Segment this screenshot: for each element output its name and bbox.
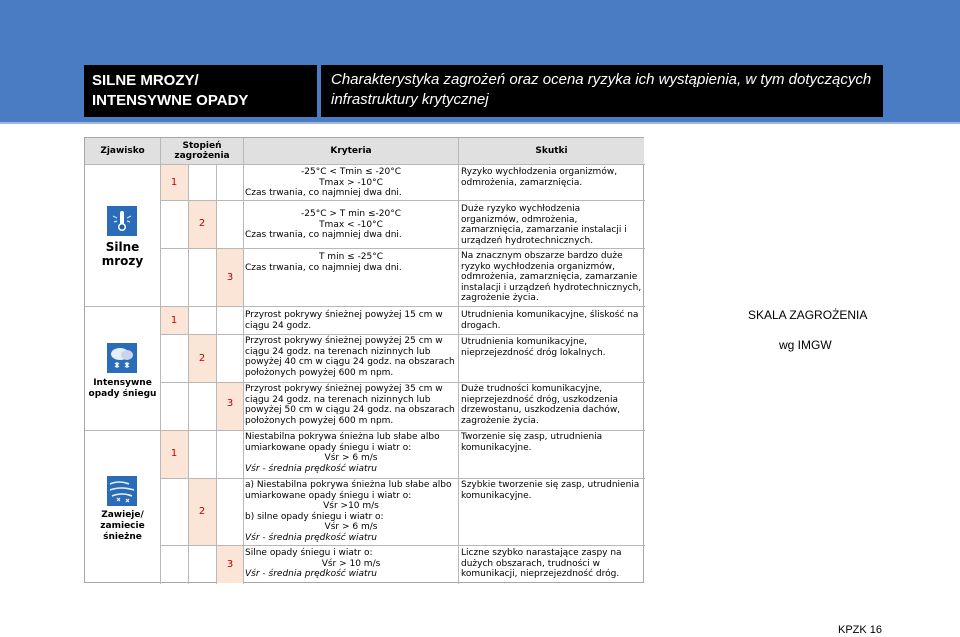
grid-line (161, 334, 645, 335)
effects-line: odmrożenia, zamarznięcia. (461, 177, 583, 188)
effects-line: urządzeń hydrotechnicznych. (461, 235, 594, 246)
phenomenon-name-line: Intensywne (93, 378, 152, 388)
slide-title-line1: SILNE MROZY/ (92, 72, 199, 89)
effects-line: odmrożenia, zamarznięcia, zamarzanie (461, 272, 638, 282)
criteria-cell (245, 252, 457, 273)
level-number: 2 (198, 353, 206, 364)
header-effects: Skutki (459, 138, 644, 164)
slide-subtitle-line2: infrastruktury krytycznej (331, 91, 489, 108)
effects-line: nieprzejezdność dróg, uszkodzenia (461, 394, 618, 405)
criteria-line: T min ≤ -25°C (318, 252, 384, 262)
grid-line (85, 430, 645, 431)
phenomenon-name-line: Silne (105, 240, 140, 254)
criteria-line: Przyrost pokrywy śnieżnej powyżej 35 cm w (245, 384, 443, 394)
phenomenon-name-snowfall (85, 378, 160, 400)
phenomenon-name-frost (85, 240, 160, 268)
level-number: 2 (198, 218, 206, 229)
criteria-cell (245, 310, 457, 331)
level-number: 3 (226, 398, 234, 409)
criteria-line: Tmax < -10°C (319, 219, 383, 230)
criteria-cell (245, 480, 457, 543)
effects-cell (461, 384, 643, 426)
phenomenon-name-line: Zawieje/ (101, 510, 144, 520)
grid-line (216, 165, 217, 584)
effects-line: Utrudnienia komunikacyjne, (461, 337, 588, 347)
header-level-line1: Stopień (182, 141, 222, 151)
criteria-line: położonych powyżej 600 m npm. (245, 367, 394, 378)
effects-line: organizmów, odmrożenia, (461, 214, 578, 225)
blizzard-icon (107, 476, 137, 506)
grid-line (161, 478, 645, 479)
effects-line: zamarznięcia, zamarzanie instalacji i (461, 225, 627, 235)
slide-title (84, 65, 317, 117)
header-phenomenon: Zjawisko (85, 138, 160, 164)
criteria-line: Czas trwania, co najmniej dwa dni. (245, 230, 402, 240)
grid-line (161, 200, 645, 201)
effects-line: komunikacyjne. (461, 490, 532, 501)
slide-subtitle-line1: Charakterystyka zagrożeń oraz ocena ryzyka ich wystąpienia, w tym dotyczących (331, 71, 872, 88)
criteria-cell (245, 336, 457, 378)
effects-line: Utrudnienia komunikacyjne, śliskość na (461, 310, 639, 320)
criteria-line: powyżej 40 cm w ciągu 24 godz. na obszarach (245, 357, 455, 367)
criteria-line: Przyrost pokrywy śnieżnej powyżej 25 cm w (245, 336, 443, 346)
page-label: KPZK 16 (838, 624, 883, 636)
level-number: 2 (198, 506, 206, 517)
level-number: 1 (170, 177, 178, 188)
phenomenon-name-blizzard (85, 510, 160, 543)
effects-cell (461, 310, 643, 331)
criteria-line: umiarkowane opady śniegu i wiatr o: (245, 442, 412, 453)
effects-line: drogach. (461, 320, 501, 331)
top-divider (0, 122, 960, 124)
thermometer-cold-icon (107, 206, 137, 236)
effects-line: Szybkie tworzenie się zasp, utrudnienia (461, 480, 640, 490)
criteria-line: umiarkowane opady śniegu i wiatr o: (245, 490, 412, 501)
grid-line (243, 138, 244, 584)
header-level (161, 138, 243, 164)
effects-cell (461, 548, 643, 580)
scale-title: SKALA ZAGROŻENIA (748, 308, 868, 322)
criteria-cell (245, 548, 457, 580)
grid-line (161, 382, 645, 383)
grid-line (161, 248, 645, 249)
effects-line: komunikacji, nieprzejezdność dróg. (461, 569, 620, 579)
effects-cell (461, 251, 643, 304)
criteria-line: Vśr - średnia prędkość wiatru (245, 463, 377, 474)
level-number: 3 (226, 272, 234, 283)
criteria-line: ciągu 24 godz. na terenach nizinnych lub (245, 346, 431, 357)
criteria-line: Czas trwania, co najmniej dwa dni. (245, 262, 402, 273)
header-level-line2: zagrożenia (174, 151, 230, 161)
level-number: 1 (170, 315, 178, 326)
effects-line: Tworzenie się zasp, utrudnienia (461, 432, 603, 442)
risk-table (84, 137, 644, 583)
criteria-line: Vśr > 6 m/s (324, 522, 378, 532)
effects-cell (461, 167, 643, 188)
effects-cell (461, 204, 643, 246)
phenomenon-name-line: zamiecie (100, 521, 145, 531)
criteria-line: Vśr > 6 m/s (324, 453, 378, 463)
grid-line (161, 545, 645, 546)
criteria-line: położonych powyżej 600 m npm. (245, 415, 394, 426)
criteria-line: powyżej 50 cm w ciągu 24 godz. na obszarach (245, 405, 455, 415)
effects-cell (461, 480, 643, 501)
effects-line: ryzyko wychłodzenia organizmów, (461, 261, 615, 272)
criteria-line: -25°C < Tmin ≤ -20°C (301, 167, 401, 177)
criteria-line: Niestabilna pokrywa śnieżna lub słabe albo (245, 432, 440, 442)
effects-line: Duże trudności komunikacyjne, (461, 384, 603, 394)
grid-line (160, 138, 161, 584)
phenomenon-name-line: śnieżne (103, 532, 142, 542)
grid-line (188, 165, 189, 584)
effects-line: Liczne szybko narastające zaspy na (461, 548, 622, 558)
effects-line: komunikacyjne. (461, 442, 532, 453)
scale-subtitle: wg IMGW (779, 338, 832, 352)
criteria-line: ciągu 24 godz. na terenach nizinnych lub (245, 394, 431, 405)
header-criteria: Kryteria (244, 138, 458, 164)
effects-line: nieprzejezdność dróg lokalnych. (461, 347, 606, 358)
criteria-line: ciągu 24 godz. (245, 320, 312, 331)
criteria-line: Vśr > 10 m/s (321, 558, 381, 569)
grid-line (85, 164, 645, 165)
slide-subtitle (321, 65, 883, 117)
criteria-cell (245, 167, 457, 199)
criteria-line: Vśr - średnia prędkość wiatru (245, 569, 377, 579)
criteria-line: Czas trwania, co najmniej dwa dni. (245, 188, 402, 198)
phenomenon-name-line: opady śniegu (88, 389, 157, 399)
criteria-cell (245, 209, 457, 241)
criteria-line: -25°C > T min ≤-20°C (301, 209, 401, 219)
level-number: 3 (226, 559, 234, 570)
grid-line (458, 138, 459, 584)
criteria-line: Vśr >10 m/s (323, 501, 379, 511)
effects-line: Duże ryzyko wychłodzenia (461, 204, 581, 214)
criteria-cell (245, 432, 457, 474)
effects-line: Na znacznym obszarze bardzo duże (461, 251, 623, 261)
criteria-line: Vśr - średnia prędkość wiatru (245, 532, 377, 543)
effects-line: zagrożenie życia. (461, 415, 539, 426)
criteria-line: Silne opady śniegu i wiatr o: (245, 548, 373, 558)
criteria-line: Tmax > -10°C (319, 177, 383, 188)
effects-line: zagrożenie życia. (461, 293, 539, 303)
criteria-line: b) silne opady śniegu i wiatr o: (245, 511, 384, 522)
effects-line: Ryzyko wychłodzenia organizmów, (461, 167, 618, 177)
grid-line (85, 306, 645, 307)
effects-line: drzewostanu, uszkodzenia dachów, (461, 405, 621, 415)
level-number: 1 (170, 448, 178, 459)
slide-title-line2: INTENSYWNE OPADY (92, 92, 249, 109)
criteria-line: Przyrost pokrywy śnieżnej powyżej 15 cm w (245, 310, 443, 320)
effects-line: dużych obszarach, trudności w (461, 558, 600, 569)
snow-cloud-icon (107, 343, 137, 373)
phenomenon-name-line: mrozy (101, 254, 144, 268)
effects-cell (461, 337, 643, 358)
criteria-cell (245, 384, 457, 426)
criteria-line: a) Niestabilna pokrywa śnieżna lub słabe albo (245, 480, 452, 490)
effects-line: instalacji i urządzeń hydrotechnicznych, (461, 282, 642, 293)
effects-cell (461, 432, 643, 453)
